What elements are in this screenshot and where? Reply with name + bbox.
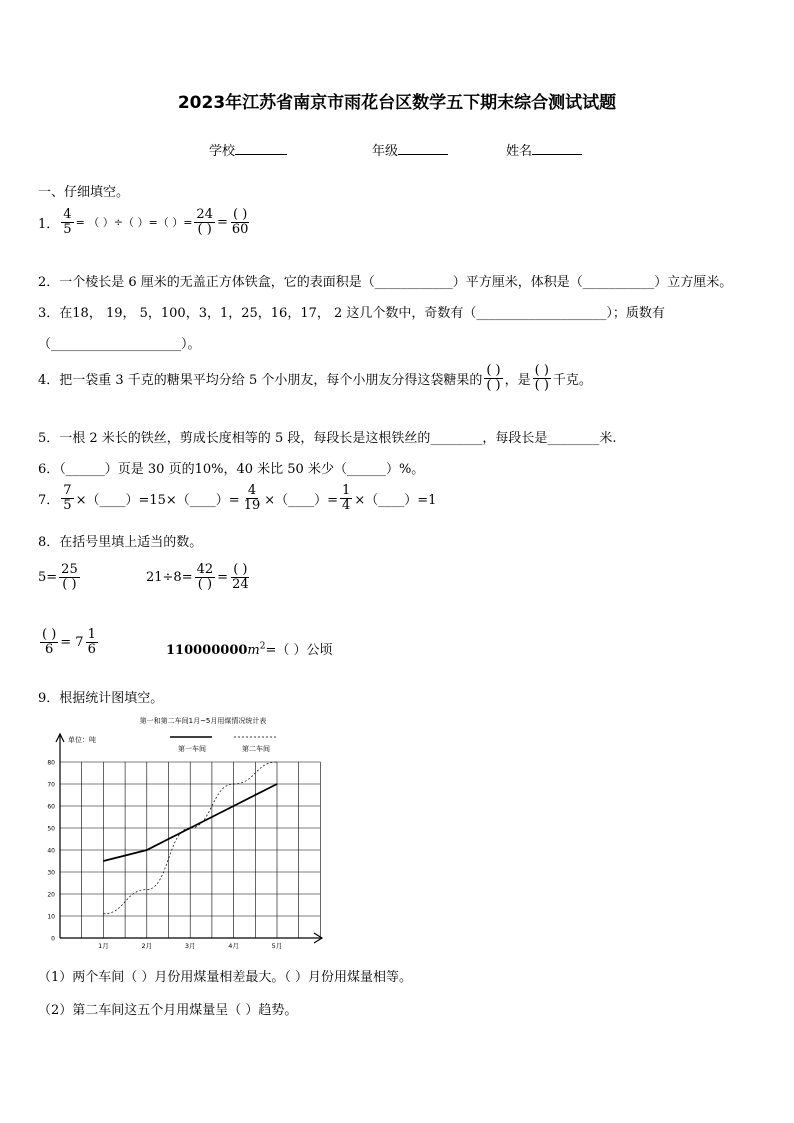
question-6: 6．（______）页是 30 页的10%，40 米比 50 米少（______）%。 bbox=[38, 462, 425, 477]
x-tick-label: 5月 bbox=[271, 942, 283, 950]
q4-text: 4．把一袋重 3 千克的糖果平均分给 5 个小朋友，每个小朋友分得这袋糖果的 bbox=[38, 372, 483, 388]
q7-fraction-3: $\frac{1}{4}$ bbox=[342, 483, 351, 513]
q1-number: 1． bbox=[38, 216, 60, 232]
question-4 bbox=[38, 364, 592, 392]
q8-b1-fraction: $\frac{( )}{6}$ bbox=[42, 627, 57, 657]
q4-text-2: ，是 bbox=[504, 372, 531, 388]
q8-b1-equals: = 7 bbox=[60, 634, 84, 650]
school-blank[interactable] bbox=[235, 142, 287, 155]
question-9-sub-2: （2）第二车间这五个月用煤量呈（ ）趋势。 bbox=[38, 1003, 298, 1018]
section-heading: 一、仔细填空。 bbox=[38, 185, 130, 200]
school-label: 学校 bbox=[209, 144, 236, 159]
q8-a2-fraction: $\frac{42}{( )}$ bbox=[196, 562, 214, 592]
y-tick-label: 60 bbox=[47, 803, 55, 811]
q7-text-b: ×（____）= bbox=[264, 492, 339, 508]
y-tick-label: 30 bbox=[47, 869, 55, 877]
q8-b1-mixed-fraction: $\frac{1}{6}$ bbox=[87, 627, 96, 657]
chart-unit-label: 单位：吨 bbox=[68, 736, 96, 744]
question-1 bbox=[38, 208, 252, 236]
question-9-label: 9．根据统计图填空。 bbox=[38, 691, 164, 706]
q4-fraction-blank[interactable]: $\frac{( )}{( )}$ bbox=[486, 363, 501, 393]
x-tick-label: 2月 bbox=[141, 942, 153, 950]
y-tick-label: 20 bbox=[47, 891, 55, 899]
question-7 bbox=[38, 484, 436, 512]
q8-a1-fraction: $\frac{25}{( )}$ bbox=[61, 562, 78, 592]
y-tick-label: 0 bbox=[51, 935, 55, 943]
question-8-label: 8．在括号里填上适当的数。 bbox=[38, 535, 203, 550]
x-tick-label: 4月 bbox=[228, 942, 239, 950]
y-tick-label: 10 bbox=[47, 913, 55, 921]
q8-a2-equals: = bbox=[217, 569, 229, 585]
y-tick-label: 40 bbox=[47, 847, 55, 855]
q8-b2-number: 110000000 bbox=[166, 643, 248, 658]
q8-b2-sup: 2 bbox=[259, 641, 266, 652]
q7-number: 7． bbox=[38, 492, 60, 508]
q7-fraction-2: $\frac{4}{19}$ bbox=[243, 483, 261, 513]
y-tick-label: 50 bbox=[47, 825, 55, 833]
q4-fraction-blank-2[interactable]: $\frac{( )}{( )}$ bbox=[534, 363, 549, 393]
page-title: 2023年江苏省南京市雨花台区数学五下期末综合测试试题 bbox=[177, 93, 617, 113]
legend-label-series-2: 第二车间 bbox=[242, 745, 270, 753]
q1-fraction-2: $\frac{24}{( )}$ bbox=[196, 207, 213, 237]
q8-b2-rest: =（ ）公顷 bbox=[265, 643, 333, 658]
question-8-row-1a bbox=[38, 563, 82, 591]
chart-title: 第一和第二车间1月~5月用煤情况统计表 bbox=[139, 717, 267, 725]
question-8-row-2a bbox=[38, 628, 100, 656]
q8-a3-fraction: $\frac{( )}{24}$ bbox=[232, 562, 249, 592]
q1-fraction-1: $\frac{4}{5}$ bbox=[63, 207, 72, 237]
grade-label: 年级 bbox=[372, 144, 399, 159]
question-2: 2．一个棱长是 6 厘米的无盖正方体铁盒，它的表面积是（____________）平方厘米，体积是（___________）立方厘米。 bbox=[38, 275, 733, 290]
question-3-line-2: （____________________）。 bbox=[38, 337, 201, 352]
q1-blanks: = （ ）÷（ ）=（ ）= bbox=[75, 216, 193, 230]
grade-blank[interactable] bbox=[398, 142, 448, 155]
question-8-row-1b bbox=[146, 563, 253, 591]
question-8-row-2b bbox=[166, 639, 333, 658]
name-label: 姓名 bbox=[506, 144, 533, 159]
chart-legend bbox=[170, 737, 278, 753]
school-field bbox=[209, 140, 287, 159]
legend-label-series-1: 第一车间 bbox=[178, 745, 206, 753]
coal-usage-line-chart bbox=[36, 712, 336, 957]
x-tick-label: 1月 bbox=[98, 942, 109, 950]
question-9-sub-1: （1）两个车间（ ）月份用煤量相差最大。（ ）月份用煤量相等。 bbox=[38, 970, 413, 985]
q7-text-c: ×（____）=1 bbox=[354, 492, 437, 508]
question-5: 5．一根 2 米长的铁丝，剪成长度相等的 5 段，每段长是这根铁丝的________，每段长是________米. bbox=[38, 431, 617, 446]
q8-a1-text: 5= bbox=[38, 569, 58, 585]
q1-equals: = bbox=[216, 214, 228, 230]
y-tick-label: 70 bbox=[47, 781, 55, 789]
name-field bbox=[506, 140, 582, 159]
q8-a2-text: 21÷8= bbox=[146, 569, 193, 585]
y-tick-label: 80 bbox=[47, 759, 55, 767]
x-tick-label: 3月 bbox=[184, 942, 196, 950]
q7-text-a: ×（____）=15×（____）= bbox=[75, 492, 240, 508]
q7-fraction-1: $\frac{7}{5}$ bbox=[63, 483, 72, 513]
q1-fraction-3: $\frac{( )}{60}$ bbox=[231, 207, 249, 237]
question-3-line-1: 3．在18， 19， 5，100，3，1，25，16，17， 2 这几个数中，奇数有（____________________）；质数有 bbox=[38, 306, 665, 321]
q4-text-3: 千克。 bbox=[552, 372, 592, 388]
name-blank[interactable] bbox=[532, 142, 582, 155]
grade-field bbox=[372, 140, 448, 159]
q8-b2-unit: m bbox=[247, 643, 260, 658]
